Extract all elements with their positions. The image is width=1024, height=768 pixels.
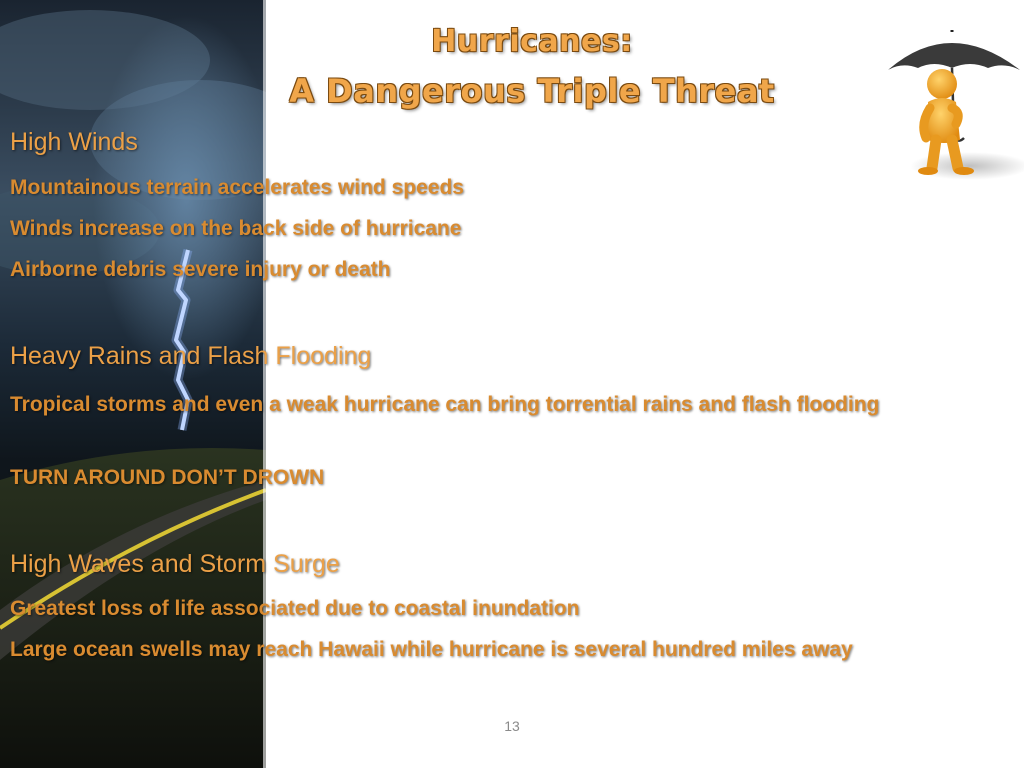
bullet-item: Tropical storms and even a weak hurricane can bring torrential rains and flash flooding [10, 393, 880, 416]
page-number: 13 [504, 718, 520, 734]
bullet-item: TURN AROUND DON’T DROWN [10, 466, 325, 489]
bullet-item: Winds increase on the back side of hurricane [10, 217, 462, 240]
bullet-item: Greatest loss of life associated due to coastal inundation [10, 597, 580, 620]
section-heading-high-waves: High Waves and Storm Surge [10, 550, 340, 578]
slide-title-line-2: A Dangerous Triple Threat [289, 72, 775, 110]
slide-title-line-1: Hurricanes: [431, 24, 633, 59]
section-heading-high-winds: High Winds [10, 128, 138, 156]
bullet-item: Airborne debris severe injury or death [10, 258, 391, 281]
bullet-item: Mountainous terrain accelerates wind speeds [10, 176, 464, 199]
bullet-item: Large ocean swells may reach Hawaii while hurricane is several hundred miles away [10, 638, 853, 661]
umbrella-figure-icon [880, 28, 1024, 188]
section-heading-heavy-rains: Heavy Rains and Flash Flooding [10, 342, 372, 370]
